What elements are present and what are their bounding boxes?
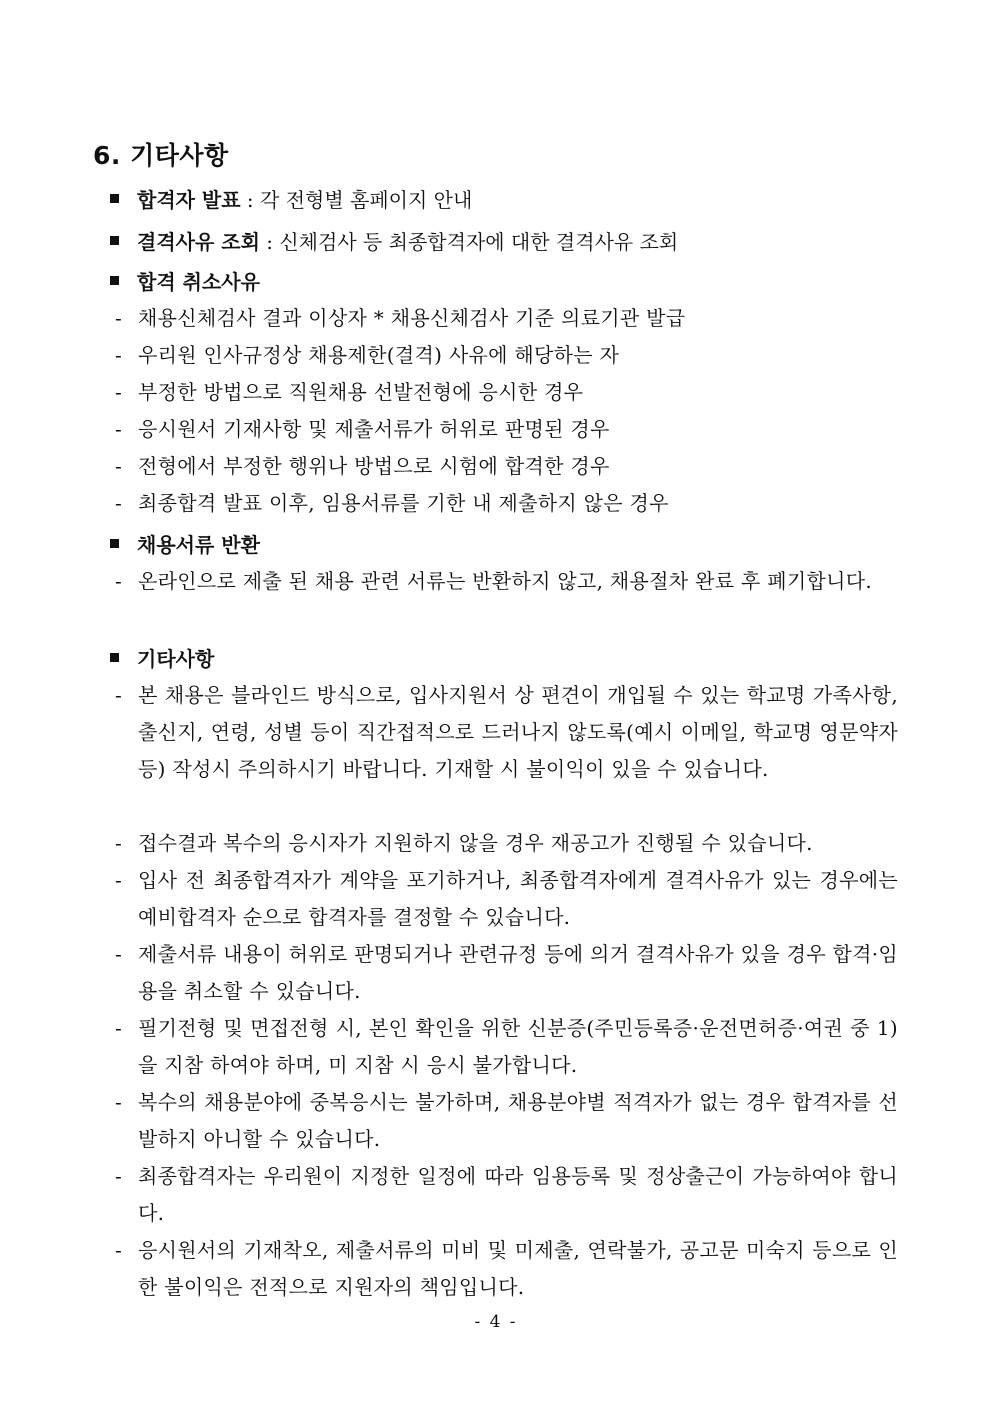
dash-marker: - [115, 683, 123, 707]
square-bullet-icon [110, 539, 119, 548]
list-item [115, 825, 898, 862]
list-item [115, 337, 898, 374]
list-item-text: 접수결과 복수의 응시자가 지원하지 않을 경우 재공고가 진행될 수 있습니다. [138, 831, 813, 855]
list-item-text: 최종합격자는 우리원이 지정한 일정에 따라 임용등록 및 정상출근이 가능하여야 합니다. [138, 1164, 898, 1225]
dash-marker: - [115, 868, 123, 892]
list-item-text: 우리원 인사규정상 채용제한(결격) 사유에 해당하는 자 [138, 343, 620, 367]
page-title: 6. 기타사항 [93, 141, 229, 170]
dash-marker: - [115, 306, 123, 330]
section-text: 신체검사 등 최종합격자에 대한 결격사유 조회 [279, 230, 679, 254]
dash-marker: - [115, 942, 123, 966]
dash-marker: - [115, 1090, 123, 1114]
list-item-text: 필기전형 및 면접전형 시, 본인 확인을 위한 신분증(주민등록증·운전면허증·여권 중 1)을 지참 하여야 하며, 미 지참 시 응시 불가합니다. [138, 1016, 898, 1077]
list-item [115, 1158, 898, 1232]
list-item [115, 563, 898, 600]
section-heading: 기타사항 [137, 647, 215, 671]
list-item [115, 677, 898, 788]
section-heading: 합격 취소사유 [137, 270, 260, 294]
separator: : [240, 188, 261, 212]
square-bullet-icon [110, 194, 119, 203]
list-item [115, 1232, 898, 1306]
dash-marker: - [115, 1164, 123, 1188]
section-cancel [110, 270, 260, 294]
square-bullet-icon [110, 276, 119, 285]
section-announce [110, 188, 472, 212]
dash-marker: - [115, 491, 123, 515]
list-item [115, 485, 898, 522]
list-item-text: 채용신체검사 결과 이상자 * 채용신체검사 기준 의료기관 발급 [138, 306, 686, 330]
list-item [115, 411, 898, 448]
dash-marker: - [115, 1016, 123, 1040]
list-item-text: 복수의 채용분야에 중복응시는 불가하며, 채용분야별 적격자가 없는 경우 합격자를 선발하지 아니할 수 있습니다. [138, 1090, 898, 1151]
list-item [115, 936, 898, 1010]
dash-marker: - [115, 417, 123, 441]
dash-marker: - [115, 1238, 123, 1262]
list-item [115, 1084, 898, 1158]
list-item-text: 제출서류 내용이 허위로 판명되거나 관련규정 등에 의거 결격사유가 있을 경우 합격·임용을 취소할 수 있습니다. [138, 942, 898, 1003]
dash-marker: - [115, 831, 123, 855]
list-item [115, 374, 898, 411]
list-item [115, 862, 898, 936]
square-bullet-icon [110, 653, 119, 662]
list-item-text: 본 채용은 블라인드 방식으로, 입사지원서 상 편견이 개입될 수 있는 학교명 가족사항, 출신지, 연령, 성별 등이 직간접적으로 드러나지 않도록(예시 이메일, 학교명 영문약자 등) 작성시 주의하시기 바랍니다. 기재할 시 불이익이 있을 수 있습니다. [138, 683, 898, 781]
dash-marker: - [115, 569, 123, 593]
section-heading: 합격자 발표 [137, 188, 241, 212]
section-text: 각 전형별 홈페이지 안내 [260, 188, 473, 212]
list-item-text: 부정한 방법으로 직원채용 선발전형에 응시한 경우 [138, 380, 584, 404]
section-etc [110, 647, 214, 671]
list-item-text: 최종합격 발표 이후, 임용서류를 기한 내 제출하지 않은 경우 [138, 491, 669, 515]
page-number: - 4 - [474, 1312, 518, 1332]
square-bullet-icon [110, 236, 119, 245]
list-item-text: 전형에서 부정한 행위나 방법으로 시험에 합격한 경우 [138, 454, 610, 478]
list-item-text: 응시원서의 기재착오, 제출서류의 미비 및 미제출, 연락불가, 공고문 미숙지 등으로 인한 불이익은 전적으로 지원자의 책임입니다. [138, 1238, 898, 1299]
list-item [115, 300, 898, 337]
separator: : [259, 230, 280, 254]
dash-marker: - [115, 380, 123, 404]
dash-marker: - [115, 454, 123, 478]
section-inquiry [110, 230, 678, 254]
list-item-text: 온라인으로 제출 된 채용 관련 서류는 반환하지 않고, 채용절차 완료 후 폐기합니다. [138, 569, 873, 593]
list-item-text: 입사 전 최종합격자가 계약을 포기하거나, 최종합격자에게 결격사유가 있는 경우에는 예비합격자 순으로 합격자를 결정할 수 있습니다. [138, 868, 898, 929]
section-return [110, 533, 260, 557]
dash-marker: - [115, 343, 123, 367]
list-item-text: 응시원서 기재사항 및 제출서류가 허위로 판명된 경우 [138, 417, 610, 441]
list-item [115, 448, 898, 485]
section-heading: 채용서류 반환 [137, 533, 260, 557]
list-item [115, 1010, 898, 1084]
section-heading: 결격사유 조회 [137, 230, 260, 254]
